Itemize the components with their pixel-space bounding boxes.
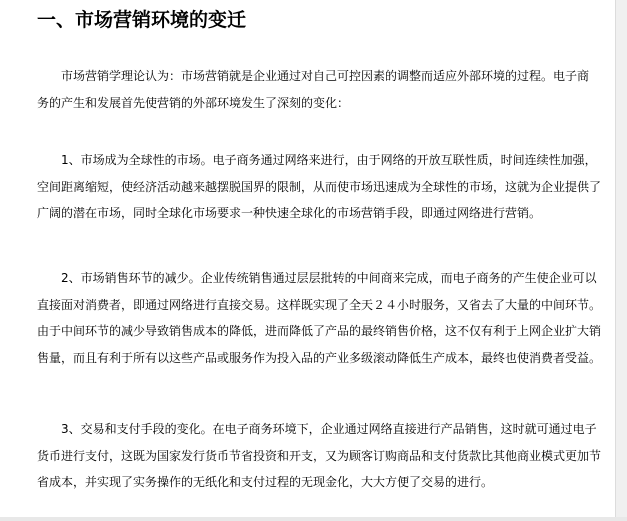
- section-heading: 一、市场营销环境的变迁: [37, 9, 247, 31]
- point-3-paragraph: [37, 416, 602, 496]
- window-bottom-edge: [0, 517, 627, 521]
- paragraph-line: 1、市场成为全球性的市场。电子商务通过网络来进行，由于网络的开放互联性质，时间连续性加强，: [61, 153, 597, 167]
- paragraph-line: 2、市场销售环节的减少。企业传统销售通过层层批转的中间商来完成，而电子商务的产生使企业可以: [61, 271, 597, 285]
- paragraph-line: 市场营销学理论认为：市场营销就是企业通过对自己可控因素的调整而适应外部环境的过程。电子商: [61, 69, 590, 83]
- paragraph-line: 直接面对消费者，即通过网络进行直接交易。这样既实现了全天２４小时服务，又省去了大量的中间环节。: [37, 297, 602, 312]
- paragraph-line: 务的产生和发展首先使营销的外部环境发生了深刻的变化：: [37, 95, 350, 110]
- point-1-paragraph: [37, 147, 602, 227]
- paragraph-line: 货币进行支付，这既为国家发行货币节省投资和开支，又为顾客订购商品和支付货款比其他商业模式更加节: [37, 448, 602, 463]
- paragraph-line: 3、交易和支付手段的变化。在电子商务环境下，企业通过网络直接进行产品销售，这时就可通过电子: [61, 422, 597, 436]
- paragraph-line: 省成本，并实现了实务操作的无纸化和支付过程的无现金化，大大方便了交易的进行。: [37, 475, 494, 489]
- intro-paragraph: [37, 63, 597, 116]
- point-2-paragraph: [37, 265, 602, 371]
- paragraph-line: 售量，而且有利于所有以这些产品或服务作为投入品的产业多级滚动降低生产成本，最终也使消费者受益。: [37, 350, 602, 365]
- paragraph-line: 由于中间环节的减少导致销售成本的降低，进而降低了产品的最终销售价格，这不仅有利于上网企业扩大销: [37, 324, 602, 338]
- vertical-scrollbar[interactable]: [615, 0, 627, 521]
- paragraph-line: 空间距离缩短，使经济活动越来越摆脱国界的限制，从而使市场迅速成为全球性的市场，这就为企业提供了: [37, 179, 602, 194]
- paragraph-line: 广阔的潜在市场，同时全球化市场要求一种快速全球化的市场营销手段，即通过网络进行营销。: [37, 206, 542, 220]
